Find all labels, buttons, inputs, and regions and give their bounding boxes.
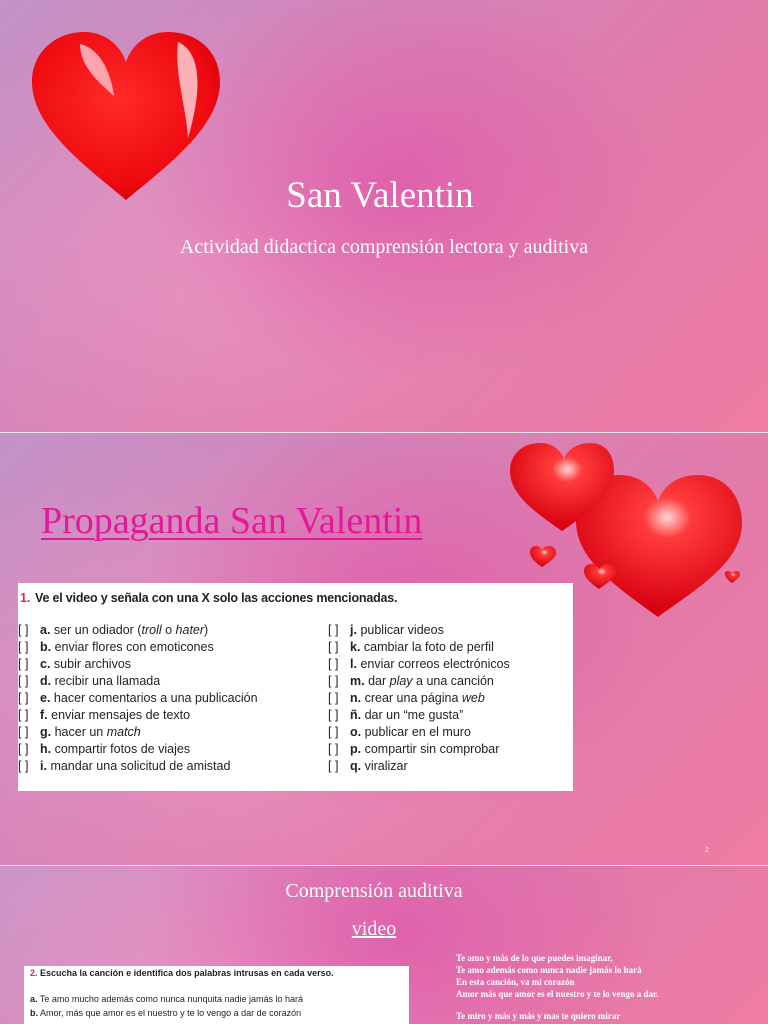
lyric-line: Te amo además como nunca nadie jamás lo hará <box>456 965 642 975</box>
checkbox-icon[interactable]: [ ] <box>18 708 29 722</box>
item-emphasis: match <box>106 725 141 739</box>
song-lyrics <box>456 952 658 1022</box>
checkbox-icon[interactable]: [ ] <box>328 725 339 739</box>
checkbox-icon[interactable]: [ ] <box>18 725 29 739</box>
item-letter: m. <box>350 674 365 688</box>
item-letter: j. <box>350 623 357 637</box>
exercise-item <box>328 656 510 673</box>
item-letter: g. <box>40 725 52 739</box>
item-text: recibir una llamada <box>54 674 161 688</box>
item-letter: h. <box>40 742 52 756</box>
item-letter: i. <box>40 759 47 773</box>
item-letter: l. <box>350 657 357 671</box>
item-text: enviar correos electrónicos <box>360 657 510 671</box>
checkbox-icon[interactable]: [ ] <box>328 708 339 722</box>
item-letter: k. <box>350 640 361 654</box>
lyric-line: En esta canción, va mi corazón <box>456 977 575 987</box>
exercise-item <box>18 639 258 656</box>
exercise-instruction-text: Escucha la canción e identifica dos palabras intrusas en cada verso. <box>40 968 334 978</box>
item-letter: a. <box>40 623 51 637</box>
line-letter: b. <box>30 1008 38 1018</box>
item-text: hacer un <box>54 725 107 739</box>
exercise-item <box>328 724 510 741</box>
item-text: o <box>161 623 176 637</box>
item-emphasis: web <box>461 691 485 705</box>
slide-listening <box>0 866 768 1024</box>
item-text: mandar una solicitud de amistad <box>50 759 231 773</box>
exercise-number: 2. <box>30 968 38 978</box>
item-letter: p. <box>350 742 362 756</box>
slide-propaganda <box>0 433 768 865</box>
exercise-line <box>30 1008 301 1018</box>
item-text: publicar en el muro <box>364 725 471 739</box>
item-letter: e. <box>40 691 51 705</box>
exercise-instruction <box>30 968 334 978</box>
item-text: dar un “me gusta” <box>364 708 464 722</box>
checkbox-icon[interactable]: [ ] <box>328 759 339 773</box>
item-emphasis: troll <box>141 623 162 637</box>
exercise-item <box>18 622 258 639</box>
exercise-item <box>18 724 258 741</box>
item-letter: f. <box>40 708 48 722</box>
checkbox-icon[interactable]: [ ] <box>328 691 339 705</box>
checkbox-icon[interactable]: [ ] <box>328 674 339 688</box>
checkbox-icon[interactable]: [ ] <box>328 657 339 671</box>
item-letter: ñ. <box>350 708 362 722</box>
lyric-line: Amor más que amor es el nuestro y te lo vengo a dar. <box>456 989 659 999</box>
item-text: cambiar la foto de perfil <box>363 640 494 654</box>
exercise-item <box>328 639 510 656</box>
exercise-item <box>18 707 258 724</box>
slide-heading[interactable]: Propaganda San Valentin <box>41 500 423 542</box>
exercise-item <box>18 673 258 690</box>
exercise-item <box>18 758 258 775</box>
checkbox-icon[interactable]: [ ] <box>18 742 29 756</box>
exercise-item <box>328 673 510 690</box>
exercise-instruction <box>20 591 397 605</box>
exercise-worksheet-2 <box>24 966 409 1024</box>
exercise-instruction-text: Ve el video y señala con una X solo las acciones mencionadas. <box>35 591 398 605</box>
item-text: dar <box>368 674 390 688</box>
item-text: publicar videos <box>360 623 444 637</box>
page-number: 2 <box>705 847 709 854</box>
lyric-line: Te amo y más de lo que puedes imaginar, <box>456 953 613 963</box>
item-text: compartir fotos de viajes <box>54 742 191 756</box>
exercise-worksheet <box>18 583 573 791</box>
item-letter: d. <box>40 674 52 688</box>
exercise-item <box>18 656 258 673</box>
lyric-line: Te miro y más y más y mas te quiero mirar <box>456 1011 621 1021</box>
exercise-number: 1. <box>20 591 31 605</box>
item-letter: c. <box>40 657 51 671</box>
exercise-list-right <box>328 622 510 775</box>
checkbox-icon[interactable]: [ ] <box>328 623 339 637</box>
item-text: enviar flores con emoticones <box>54 640 214 654</box>
exercise-line <box>30 994 303 1004</box>
slide-title <box>0 0 768 432</box>
checkbox-icon[interactable]: [ ] <box>18 623 29 637</box>
item-letter: q. <box>350 759 362 773</box>
checkbox-icon[interactable]: [ ] <box>18 640 29 654</box>
item-letter: b. <box>40 640 52 654</box>
presentation-title: San Valentin <box>286 175 474 216</box>
checkbox-icon[interactable]: [ ] <box>328 742 339 756</box>
item-text: subir archivos <box>53 657 132 671</box>
exercise-item <box>18 690 258 707</box>
checkbox-icon[interactable]: [ ] <box>18 691 29 705</box>
exercise-list-left <box>18 622 258 775</box>
line-text: Amor, más que amor es el nuestro y te lo vengo a dar de corazón <box>40 1008 302 1018</box>
item-text: compartir sin comprobar <box>364 742 500 756</box>
item-text: hacer comentarios a una publicación <box>53 691 258 705</box>
item-text: ser un odiador ( <box>53 623 142 637</box>
video-link[interactable]: video <box>351 918 397 940</box>
checkbox-icon[interactable]: [ ] <box>18 759 29 773</box>
exercise-item <box>328 690 510 707</box>
slide-heading: Comprensión auditiva <box>285 880 463 902</box>
exercise-item <box>328 622 510 639</box>
exercise-item <box>328 741 510 758</box>
item-text: enviar mensajes de texto <box>51 708 191 722</box>
checkbox-icon[interactable]: [ ] <box>328 640 339 654</box>
item-emphasis: play <box>389 674 413 688</box>
item-text: a una canción <box>412 674 494 688</box>
item-text: viralizar <box>364 759 408 773</box>
exercise-item <box>328 758 510 775</box>
item-letter: o. <box>350 725 362 739</box>
line-letter: a. <box>30 994 38 1004</box>
item-emphasis: hater <box>175 623 205 637</box>
exercise-item <box>18 741 258 758</box>
item-text: ) <box>204 623 209 637</box>
item-text: crear una página <box>364 691 462 705</box>
presentation-subtitle: Actividad didactica comprensión lectora y auditiva <box>179 236 589 258</box>
checkbox-icon[interactable]: [ ] <box>18 657 29 671</box>
exercise-item <box>328 707 510 724</box>
line-text: Te amo mucho además como nunca nunquita nadie jamás lo hará <box>39 994 304 1004</box>
item-letter: n. <box>350 691 362 705</box>
checkbox-icon[interactable]: [ ] <box>18 674 29 688</box>
